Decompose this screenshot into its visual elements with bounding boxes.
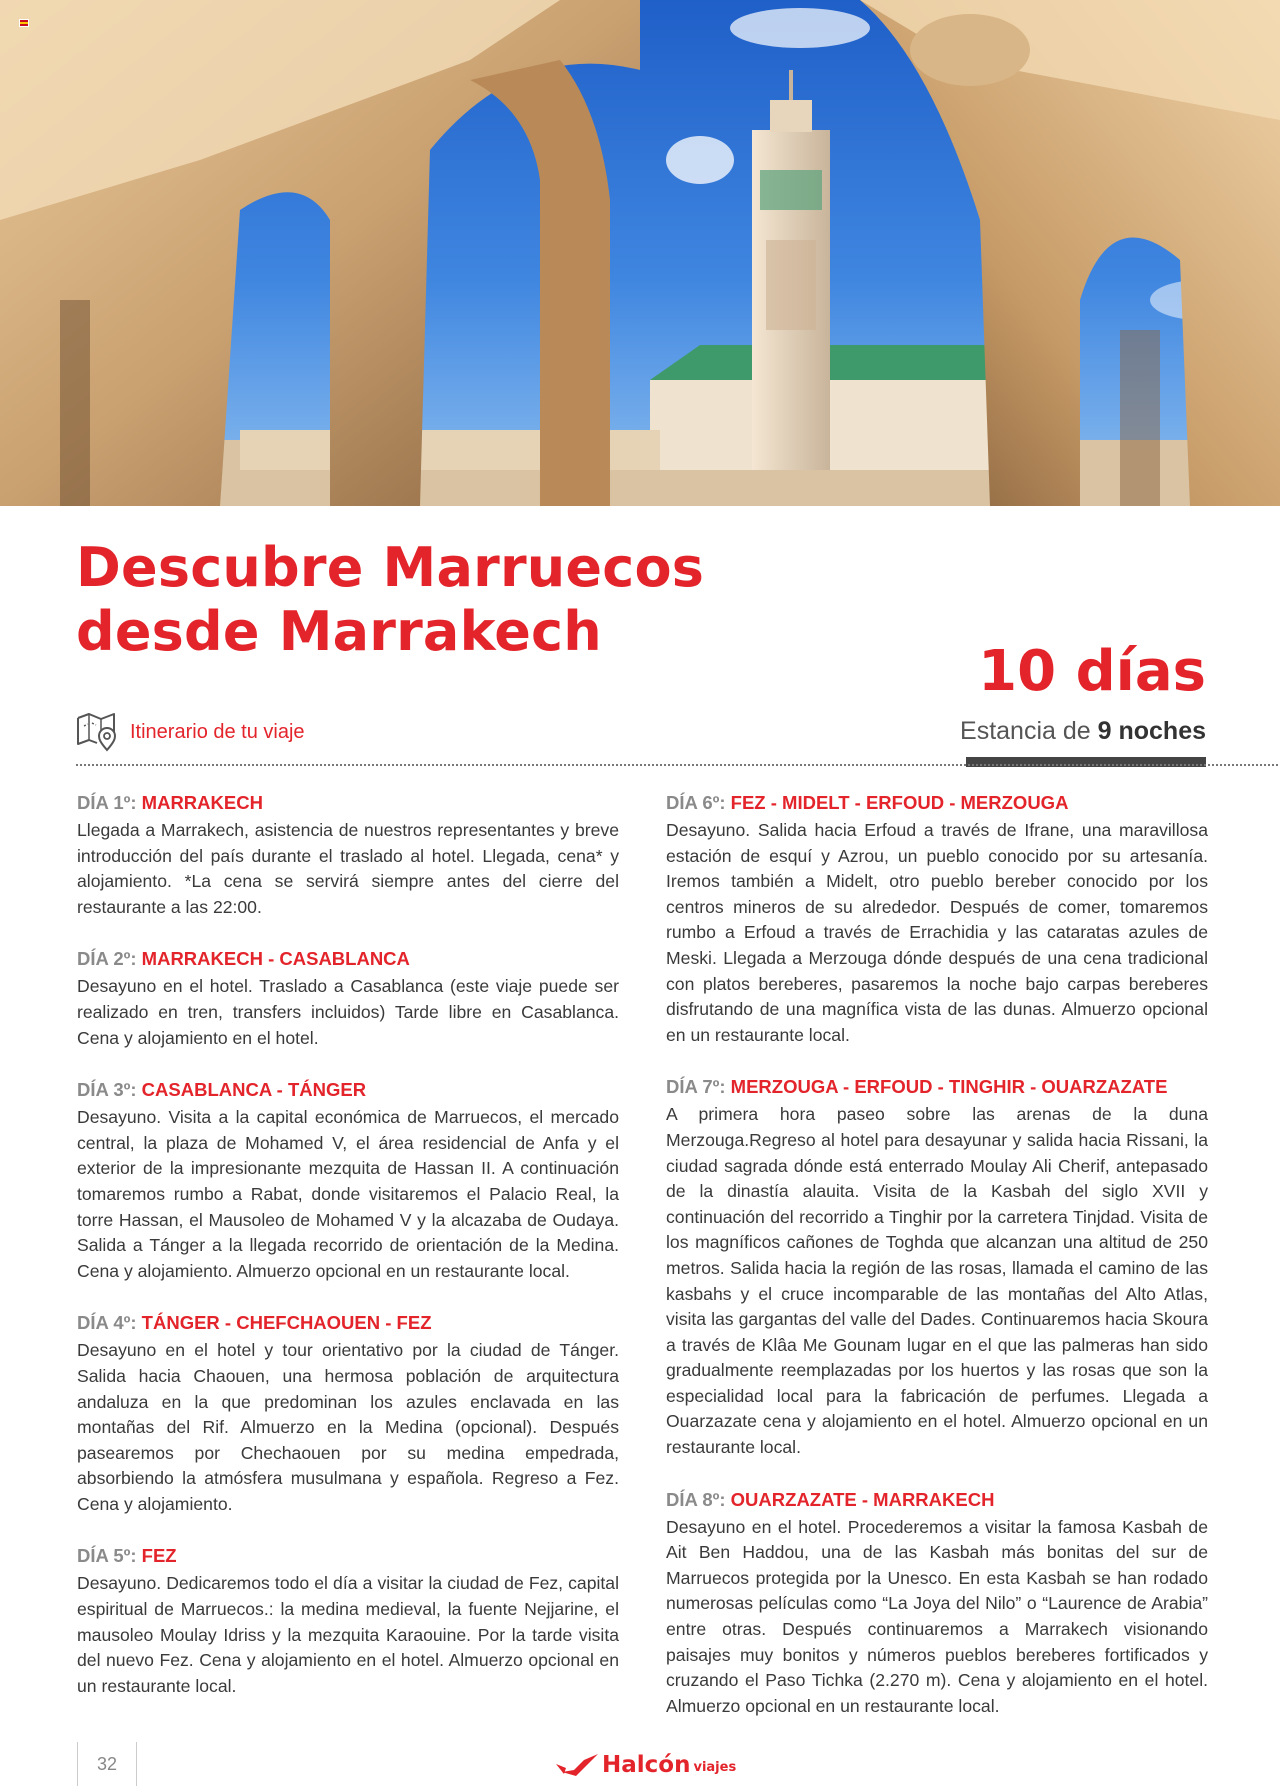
brand-sub: viajes: [693, 1760, 737, 1775]
day-heading: [666, 1485, 1208, 1515]
mosque-illustration: [0, 0, 1280, 506]
dotted-divider: [76, 764, 1278, 766]
day-heading: [77, 1308, 619, 1338]
day-number: DÍA 6º:: [666, 792, 726, 813]
day-5: [77, 1541, 619, 1699]
itinerary-column-left: [77, 788, 619, 1723]
day-place: CASABLANCA - TÁNGER: [141, 1079, 367, 1101]
stay-nights: 9 noches: [1097, 717, 1206, 745]
title-line-1: Descubre Marruecos: [76, 536, 705, 599]
trip-duration: 10 días: [978, 639, 1206, 704]
day-4: [77, 1308, 619, 1517]
day-3: [77, 1075, 619, 1284]
day-6: [666, 788, 1208, 1048]
day-heading: [666, 788, 1208, 818]
day-heading: [77, 1075, 619, 1105]
day-place: FEZ: [141, 1545, 177, 1567]
day-2: [77, 944, 619, 1051]
day-number: DÍA 5º:: [77, 1545, 137, 1567]
brand-name: Halcón: [602, 1752, 691, 1778]
halcon-wing-icon: [554, 1752, 600, 1778]
day-place: TÁNGER - CHEFCHAOUEN - FEZ: [141, 1312, 432, 1334]
itinerary-column-right: [666, 788, 1208, 1743]
day-description: A primera hora paseo sobre las arenas de la duna Merzouga.Regreso al hotel para desayunar y salida hacia Rissani, la ciudad sagrada dónde está enterrado Moulay Ali Cherif, antepasado de la dinastía alauita. Visita de la Kasbah del siglo XVII y continuación del recorrido a Tinghir por la carretera Tinjdad. Visita de los magníficos cañones de Toghda que alcanzan una altitud de 250 metros. Salida hacia la región de las rosas, llamada el camino de las kasbahs y el cruce incomparable de las montañas del Alto Atlas, visita las gargantas del valle del Dades. Continuaremos hacia Skoura a través de Klâa Me Gounam lugar en el que las palmeras han sido gradualmente reemplazadas por los huertos y las rosas que son la especialidad local para la fabricación de perfumes. Llegada a Ouarzazate cena y alojamiento en el hotel. Almuerzo opcional en un restaurante local.: [666, 1104, 1208, 1458]
day-number: DÍA 3º:: [77, 1079, 137, 1101]
day-number: DÍA 2º:: [77, 948, 137, 970]
page-number: 32: [77, 1742, 137, 1786]
day-number: DÍA 8º:: [666, 1488, 726, 1510]
day-heading: [77, 944, 619, 974]
map-pin-icon: [76, 712, 118, 752]
hero-photo: [0, 0, 1280, 506]
day-7: [666, 1072, 1208, 1460]
day-description: Desayuno en el hotel y tour orientativo por la ciudad de Tánger. Salida hacia Chaouen, una hermosa población de arquitectura andaluza en la que predominan los azules enclavada en las montañas del Rif. Almuerzo en la Medina (opcional). Después pasearemos por Chechaouen por su medina empedrada, absorbiendo la atmósfera musulmana y española. Regreso a Fez. Cena y alojamiento.: [77, 1340, 619, 1514]
day-number: DÍA 7º:: [666, 1076, 726, 1098]
itinerary-header: [76, 710, 305, 754]
day-description: Desayuno en el hotel. Procederemos a visitar la famosa Kasbah de Ait Ben Haddou, una de las Kasbah más bonitas del sur de Marruecos protegida por la Unesco. En esta Kasbah se han rodado numerosas películas como “La Joya del Nilo” o “Laurence de Arabia” entre otras. Después continuaremos a Marrakech visionando paisajes muy bonitos y números pueblos bereberes fortificados y cruzando el Paso Tichka (2.270 m). Cena y alojamiento en el hotel. Almuerzo opcional en un restaurante local.: [666, 1516, 1208, 1716]
halcon-logo: [554, 1752, 736, 1778]
day-place: OUARZAZATE - MARRAKECH: [730, 1488, 995, 1510]
day-heading: [77, 1541, 619, 1571]
itinerary-label: Itinerario de tu viaje: [130, 720, 305, 743]
day-8: [666, 1485, 1208, 1720]
spanish-flag-icon: [19, 19, 29, 27]
day-place: MERZOUGA - ERFOUD - TINGHIR - OUARZAZATE: [730, 1076, 1168, 1098]
day-place: MARRAKECH - CASABLANCA: [141, 948, 410, 970]
stay-prefix: Estancia de: [960, 717, 1098, 745]
page-title: [76, 536, 704, 664]
day-description: Desayuno. Salida hacia Erfoud a través de Ifrane, una maravillosa estación de esquí y Azrou, un pueblo conocido por su artesanía. Iremos también a Midelt, otro pueblo bereber conocido por los centros mineros de su alrededor. Después de comer, tomaremos rumbo a Erfoud a través de Errachidia y las cataratas azules de Meski. Llegada a Merzouga dónde después de una cena tradicional con platos bereberes, pasaremos la noche bajo carpas bereberes disfrutando de una magnífica vista de las dunas. Almuerzo opcional en un restaurante local.: [666, 820, 1208, 1045]
stay-info: [960, 714, 1206, 748]
day-place: FEZ - MIDELT - ERFOUD - MERZOUGA: [730, 792, 1069, 813]
day-place: MARRAKECH: [141, 792, 263, 813]
day-description: Desayuno. Dedicaremos todo el día a visitar la ciudad de Fez, capital espiritual de Marruecos.: la medina medieval, la fuente Nejjarine, el mausoleo Moulay Idriss y la mezquita Karaouine. Por la tarde visita del nuevo Fez. Cena y alojamiento en el hotel. Almuerzo opcional en un restaurante local.: [77, 1573, 619, 1696]
day-description: Desayuno. Visita a la capital económica de Marruecos, el mercado central, la plaza de Mohamed V, el área residencial de Anfa y el exterior de la impresionante mezquita de Hassan II. A continuación tomaremos rumbo a Rabat, donde visitaremos el Palacio Real, la torre Hassan, el Mausoleo de Mohamed V y la alcazaba de Oudaya. Salida a Tánger a la llegada recorrido de orientación de la Medina. Cena y alojamiento. Almuerzo opcional en un restaurante local.: [77, 1107, 619, 1281]
day-description: Desayuno en el hotel. Traslado a Casablanca (este viaje puede ser realizado en tren, transfers incluidos) Tarde libre en Casablanca. Cena y alojamiento en el hotel.: [77, 976, 619, 1048]
title-line-2: desde Marrakech: [76, 600, 602, 663]
day-number: DÍA 1º:: [77, 792, 137, 813]
day-description: Llegada a Marrakech, asistencia de nuestros representantes y breve introducción del país durante el traslado al hotel. Llegada, cena* y alojamiento. *La cena se servirá siempre antes del cierre del restaurante a las 22:00.: [77, 820, 619, 917]
day-heading: [77, 788, 619, 818]
day-1: [77, 788, 619, 920]
day-heading: [666, 1072, 1208, 1102]
day-number: DÍA 4º:: [77, 1312, 137, 1334]
